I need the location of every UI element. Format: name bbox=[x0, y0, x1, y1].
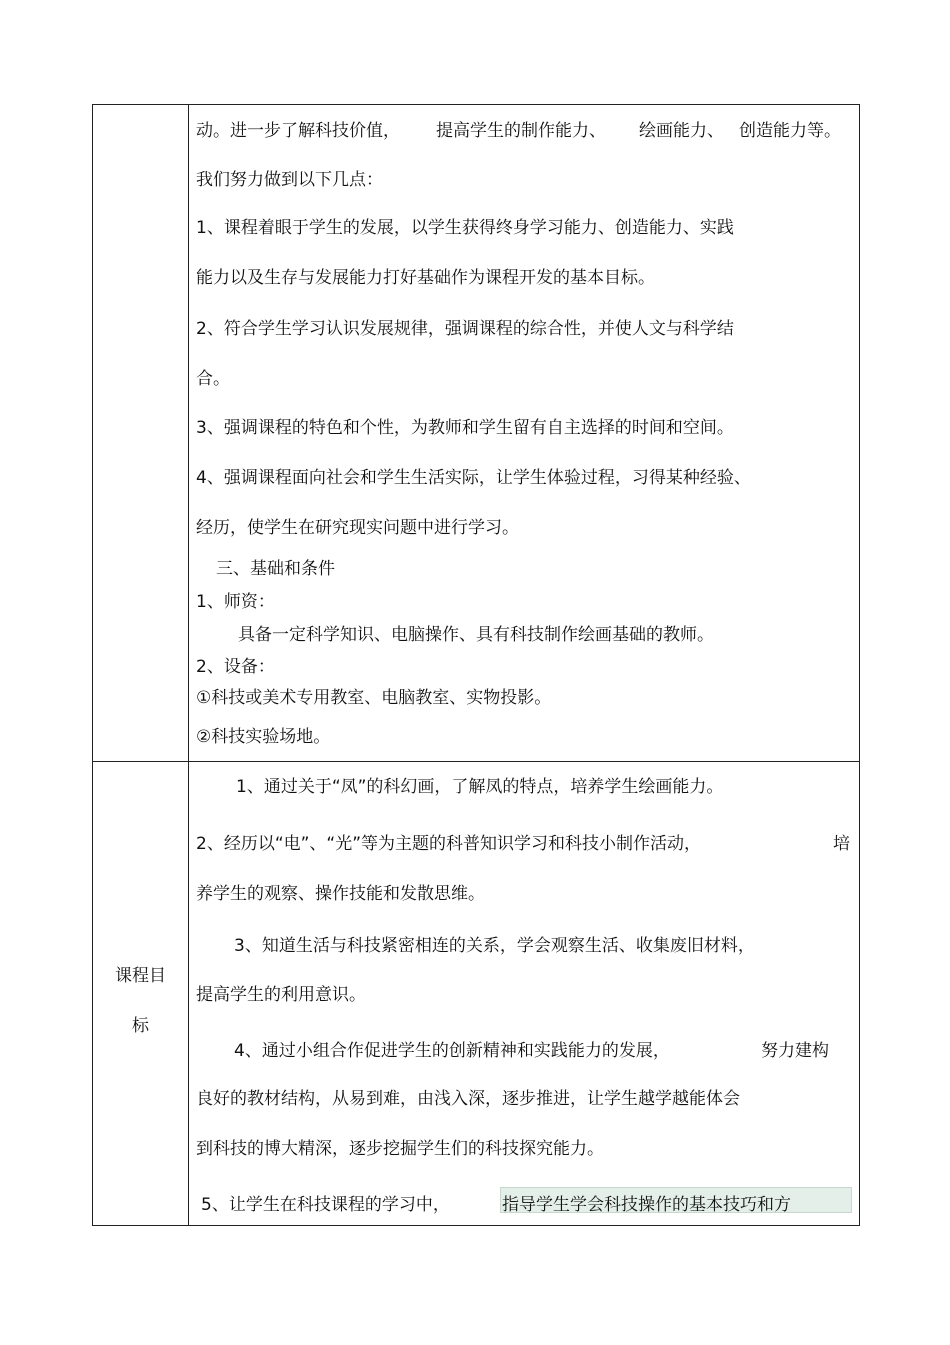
text-line: 提高学生的利用意识。 bbox=[196, 985, 366, 1005]
text-line: 我们努力做到以下几点： bbox=[196, 170, 383, 190]
column-divider bbox=[188, 105, 189, 1225]
highlighted-text: 指导学生学会科技操作的基本技巧和方 bbox=[502, 1195, 791, 1215]
text-line: 提高学生的制作能力、 bbox=[436, 121, 606, 141]
text-line: 努力建构 bbox=[761, 1041, 829, 1061]
text-line: 能力以及生存与发展能力打好基础作为课程开发的基本目标。 bbox=[196, 268, 655, 288]
text-line: 1、课程着眼于学生的发展，以学生获得终身学习能力、创造能力、实践 bbox=[196, 218, 734, 238]
course-goal-label: 课程目 bbox=[115, 966, 166, 986]
text-line: 良好的教材结构，从易到难，由浅入深，逐步推进，让学生越学越能体会 bbox=[196, 1089, 740, 1109]
text-line: 2、设备： bbox=[196, 657, 275, 677]
text-line: 1、师资： bbox=[196, 592, 275, 612]
text-line: 动。进一步了解科技价值， bbox=[196, 121, 400, 141]
text-line: ①科技或美术专用教室、电脑教室、实物投影。 bbox=[196, 688, 552, 708]
text-line: 3、强调课程的特色和个性，为教师和学生留有自主选择的时间和空间。 bbox=[196, 418, 734, 438]
text-line: 经历，使学生在研究现实问题中进行学习。 bbox=[196, 518, 519, 538]
section-heading: 三、基础和条件 bbox=[216, 559, 335, 579]
row2-label-cell bbox=[93, 761, 188, 1225]
text-line: 4、强调课程面向社会和学生生活实际，让学生体验过程，习得某种经验、 bbox=[196, 468, 751, 488]
text-line: 2、经历以“电”、“光”等为主题的科普知识学习和科技小制作活动， bbox=[196, 834, 702, 854]
course-table bbox=[92, 104, 860, 1226]
text-line: 创造能力等。 bbox=[739, 121, 841, 141]
text-line: 培 bbox=[833, 834, 850, 854]
text-line: 到科技的博大精深，逐步挖掘学生们的科技探究能力。 bbox=[196, 1139, 604, 1159]
text-line: 1、通过关于“凤”的科幻画，了解凤的特点，培养学生绘画能力。 bbox=[236, 777, 724, 797]
text-line: 具备一定科学知识、电脑操作、具有科技制作绘画基础的教师。 bbox=[238, 625, 714, 645]
text-line: 绘画能力、 bbox=[639, 121, 724, 141]
text-line: 养学生的观察、操作技能和发散思维。 bbox=[196, 884, 485, 904]
row-divider bbox=[93, 761, 859, 762]
text-line: 合。 bbox=[196, 369, 230, 389]
text-line: 3、知道生活与科技紧密相连的关系，学会观察生活、收集废旧材料， bbox=[234, 936, 755, 956]
text-line: 5、让学生在科技课程的学习中， bbox=[201, 1195, 450, 1215]
text-line: ②科技实验场地。 bbox=[196, 727, 331, 747]
text-line: 2、符合学生学习认识发展规律，强调课程的综合性，并使人文与科学结 bbox=[196, 319, 734, 339]
text-line: 4、通过小组合作促进学生的创新精神和实践能力的发展， bbox=[234, 1041, 670, 1061]
course-goal-label-cont: 标 bbox=[132, 1016, 149, 1036]
